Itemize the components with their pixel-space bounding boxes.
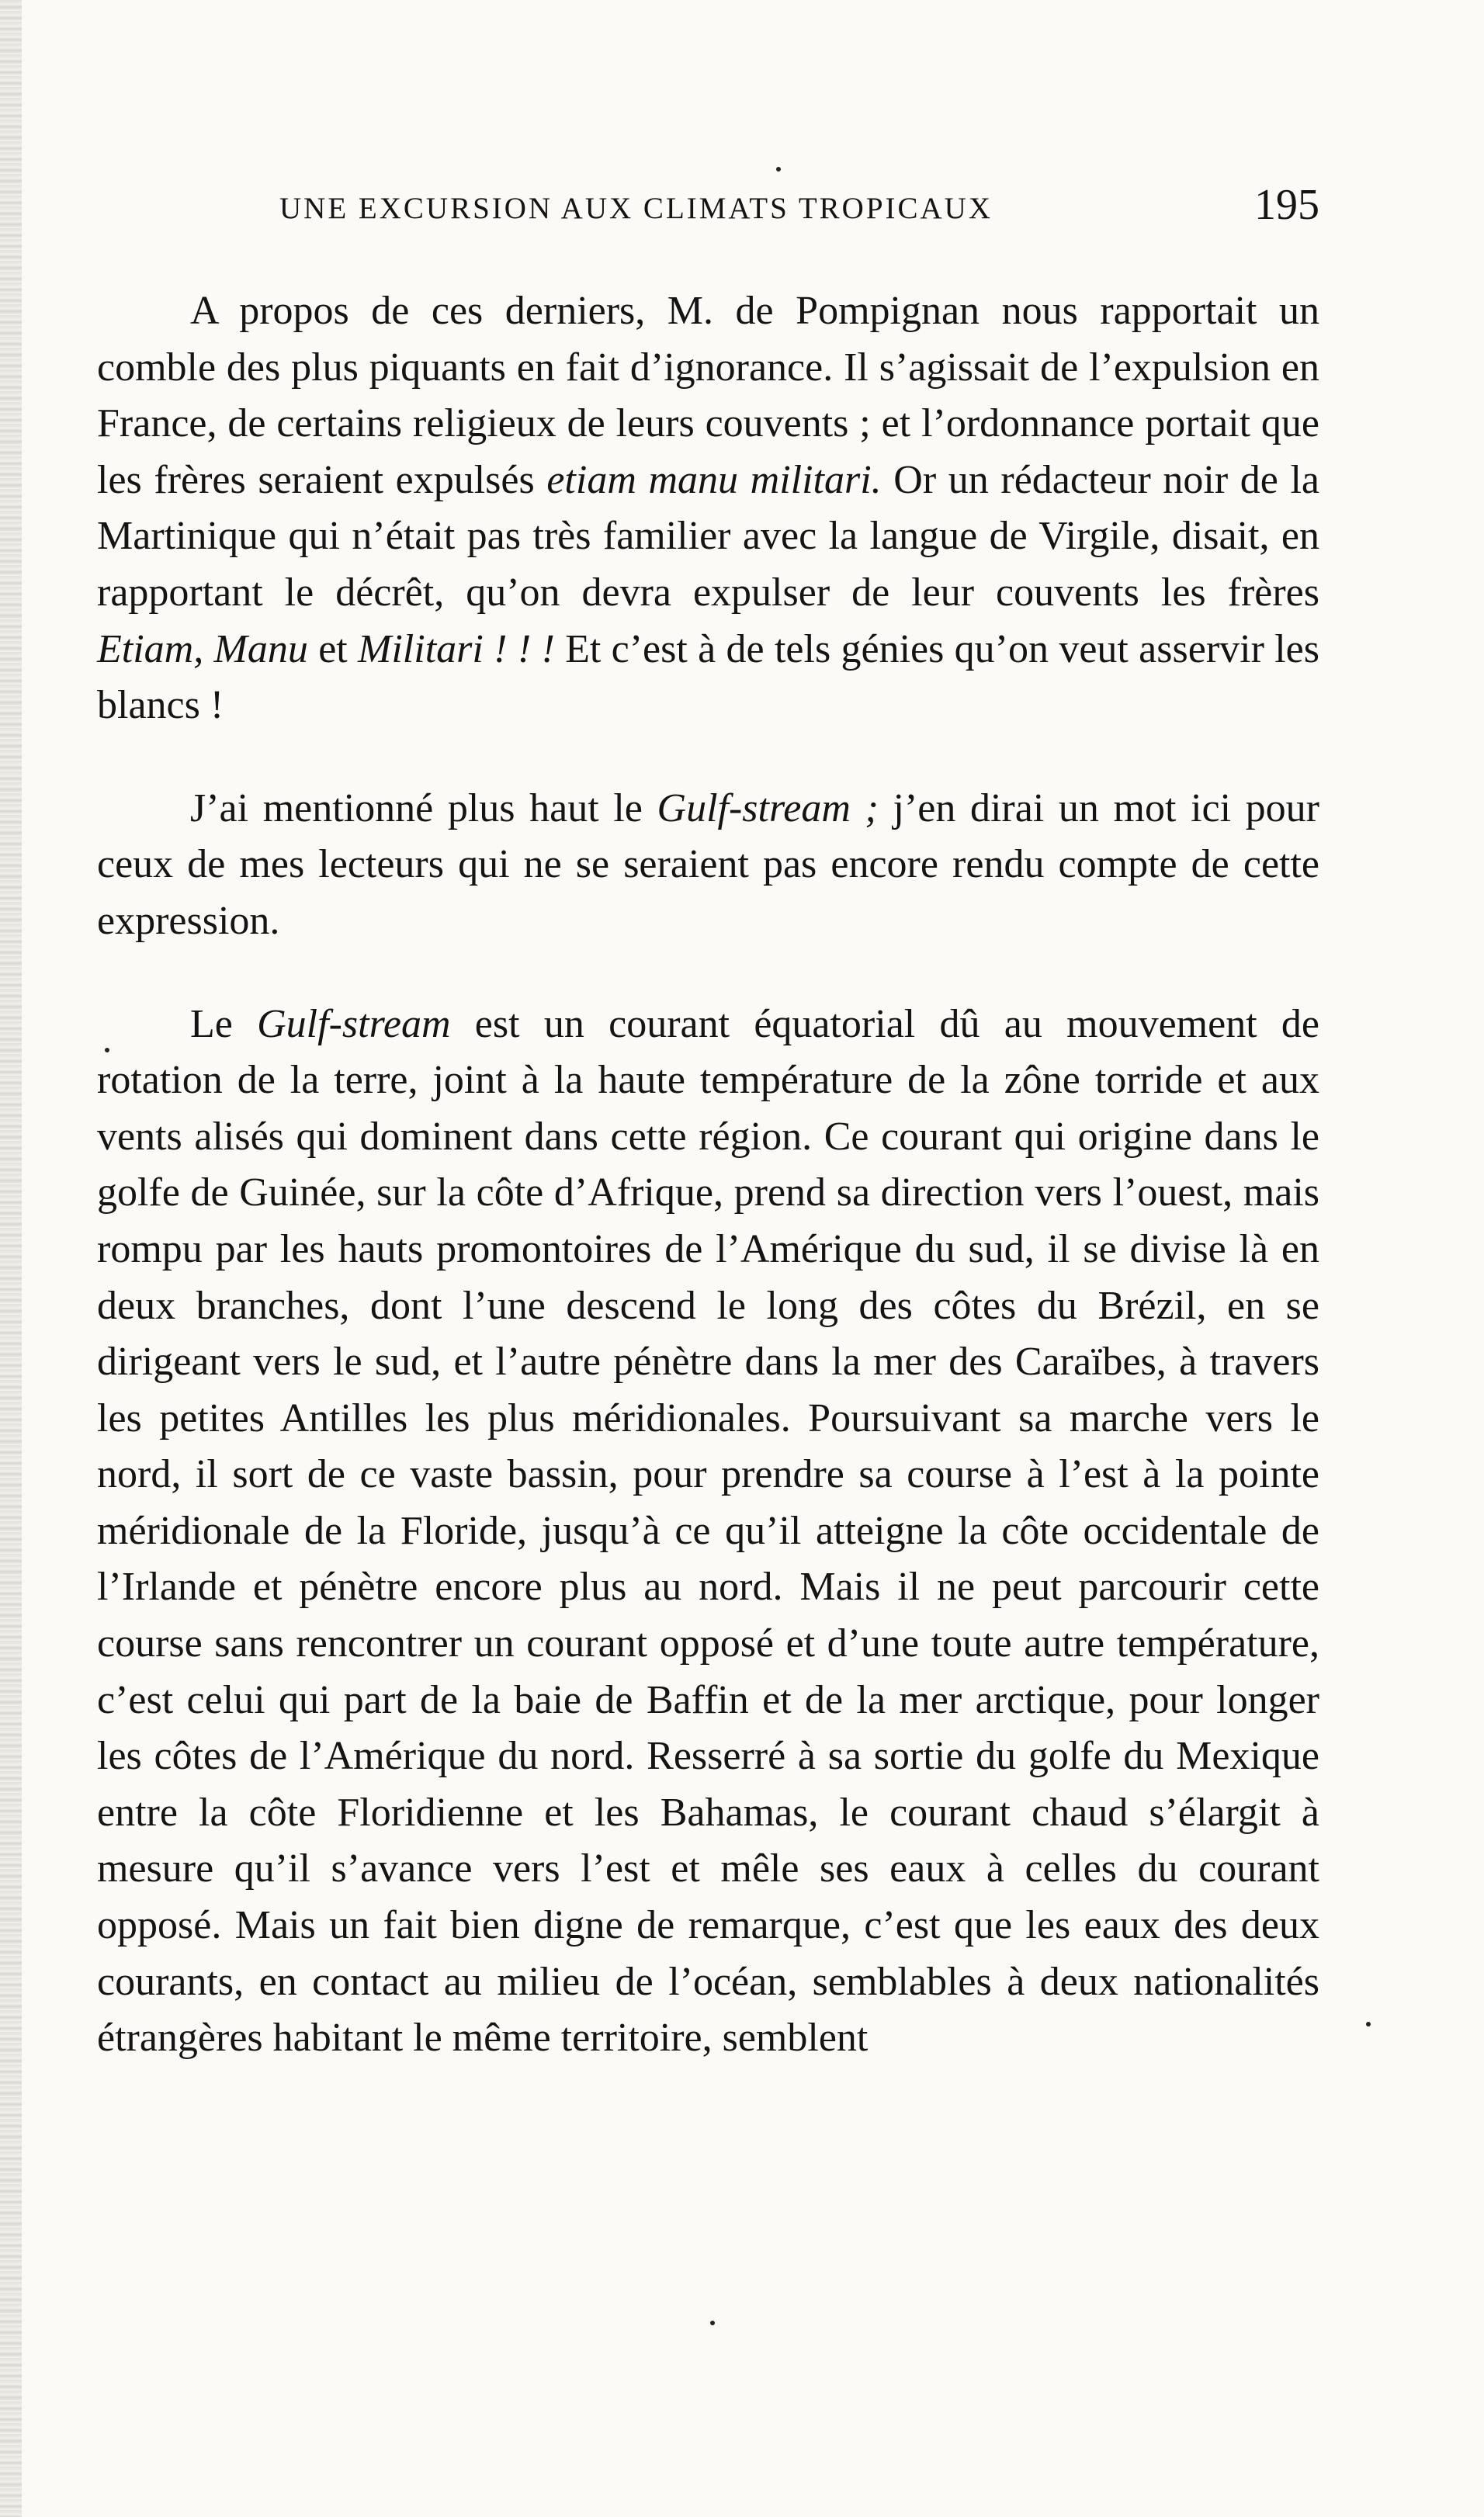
paragraph-2 [97,781,1319,950]
italic-run: Gulf-stream [257,1001,451,1046]
text-run: Or un rédacteur noir de la Martinique qui n’était pas très familier avec la langue de Virgile, disait, en rapportant le décrêt, qu’on devra expulser de leur couvents les frères [97,457,1320,615]
text-run: A propos de ces derniers, M. de Pompignan nous rapportait un comble des plus piquants en fait d’ignorance. Il s’agissait de l’expulsion en France, de certains religieux de leurs couvents ; et l’ordonnance portait que les frères seraient expulsés [97,289,1319,502]
body-text [97,283,1319,2067]
text-run: est un courant équatorial dû au mouvement de rotation de la terre, joint à la haute température de la zône torride et aux vents alisés qui dominent dans cette région. Ce courant qui origine dans le golfe de Guinée, sur la côte d’Afrique, prend sa direction vers l’ouest, mais rompu par les hauts promontoires de l’Amérique du sud, il se divise là en deux branches, dont l’une descend le long des côtes du Brézil, en se dirigeant vers le sud, et l’autre pénètre dans la mer des Caraïbes, à travers les petites Antilles les plus méridionales. Poursuivant sa marche vers le nord, il sort de ce vaste bassin, pour prendre sa course à l’est à la pointe méridionale de la Floride, jusqu’à ce qu’il atteigne la côte occidentale de l’Irlande et pénètre encore plus au nord. Mais il ne peut parcourir cette course sans rencontrer un courant opposé et d’une toute autre température, c’est celui qui part de la baie de Baffin et de la mer arctique, pour longer les côtes de l’Amérique du nord. Resserré à sa sortie du golfe du Mexique entre la côte Floridienne et les Bahamas, le courant chaud s’élargit à mesure qu’il s’avance vers l’est et mêle ses eaux à celles du courant opposé. Mais un fait bien digne de remarque, c’est que les eaux des deux courants, en contact au milieu de l’océan, semblables à deux nationalités étrangères habitant le même territoire, semblent [97,1001,1319,2061]
italic-run: Gulf-stream ; [657,785,879,830]
print-speck [1366,2022,1371,2026]
print-speck [105,1048,109,1052]
text-run: Le [190,1001,258,1046]
page-number: 195 [1254,181,1319,229]
running-title: UNE EXCURSION AUX CLIMATS TROPICAUX [279,192,993,225]
italic-run: Militari ! ! ! [358,626,555,671]
page-edge-shadow [0,0,22,2517]
print-speck [710,2321,715,2325]
text-run: Et c’est à de tels génies qu’on veut asservir les blancs ! [97,626,1319,728]
paragraph-3 [97,997,1319,2067]
paragraph-1 [97,283,1319,734]
italic-run: etiam manu militari. [546,457,882,502]
print-speck [776,167,781,172]
page-header [279,181,1319,248]
text-run: j’en dirai un mot ici pour ceux de mes lecteurs qui ne se seraient pas encore rendu compte de cette expression. [97,785,1319,943]
text-run: et [307,626,359,671]
text-run: J’ai mentionné plus haut le [190,785,657,830]
italic-run: Etiam, Manu [97,626,308,671]
